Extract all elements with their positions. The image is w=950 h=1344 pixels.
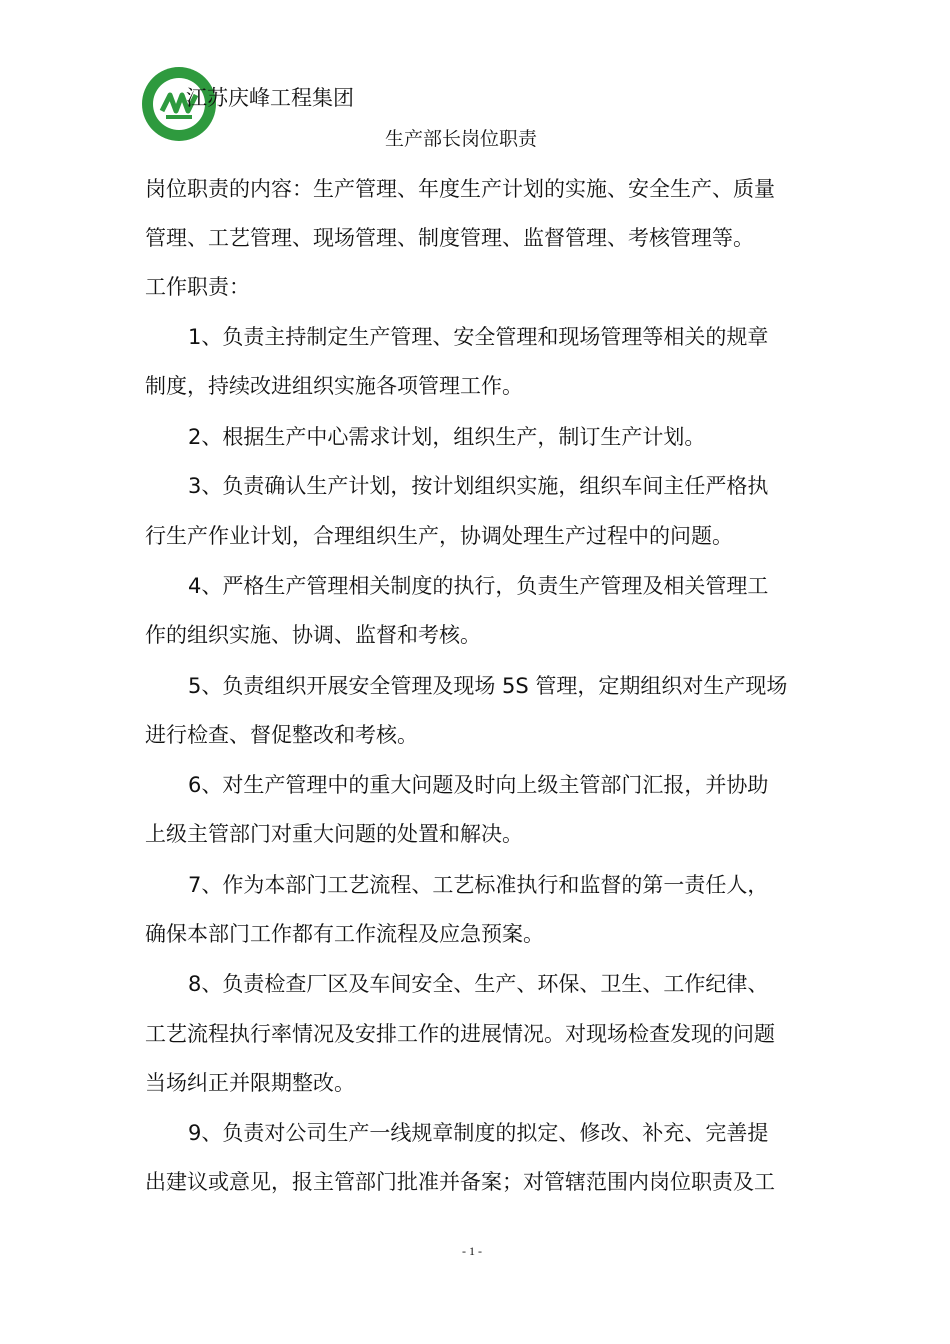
doc-line: 当场纠正并限期整改。: [145, 1071, 355, 1095]
doc-line: 行生产作业计划，合理组织生产，协调处理生产过程中的问题。: [145, 524, 733, 548]
doc-line: 工作职责：: [145, 275, 250, 299]
doc-line: 出建议或意见，报主管部门批准并备案；对管辖范围内岗位职责及工: [145, 1170, 775, 1194]
doc-line: 6、对生产管理中的重大问题及时向上级主管部门汇报，并协助: [188, 773, 769, 797]
doc-line: 1、负责主持制定生产管理、安全管理和现场管理等相关的规章: [188, 325, 769, 349]
doc-line: 5、负责组织开展安全管理及现场 5S 管理，定期组织对生产现场: [188, 674, 788, 698]
doc-line: 3、负责确认生产计划，按计划组织实施，组织车间主任严格执: [188, 474, 769, 498]
doc-line: 上级主管部门对重大问题的处置和解决。: [145, 822, 523, 846]
doc-line: 进行检查、督促整改和考核。: [145, 723, 418, 747]
page-number: - 1 -: [462, 1244, 482, 1258]
doc-line: 7、作为本部门工艺流程、工艺标准执行和监督的第一责任人，: [188, 873, 769, 897]
company-name: 江苏庆峰工程集团: [186, 86, 354, 110]
doc-line: 管理、工艺管理、现场管理、制度管理、监督管理、考核管理等。: [145, 226, 754, 250]
doc-line: 确保本部门工作都有工作流程及应急预案。: [145, 922, 544, 946]
doc-line: 9、负责对公司生产一线规章制度的拟定、修改、补充、完善提: [188, 1121, 769, 1145]
doc-line: 工艺流程执行率情况及安排工作的进展情况。对现场检查发现的问题: [145, 1022, 775, 1046]
document-title: 生产部长岗位职责: [385, 128, 538, 150]
doc-line: 4、严格生产管理相关制度的执行，负责生产管理及相关管理工: [188, 574, 769, 598]
doc-line: 制度，持续改进组织实施各项管理工作。: [145, 374, 523, 398]
doc-line: 作的组织实施、协调、监督和考核。: [145, 623, 481, 647]
doc-line: 2、根据生产中心需求计划，组织生产，制订生产计划。: [188, 425, 706, 449]
doc-line: 岗位职责的内容：生产管理、年度生产计划的实施、安全生产、质量: [145, 177, 775, 201]
doc-line: 8、负责检查厂区及车间安全、生产、环保、卫生、工作纪律、: [188, 972, 769, 996]
